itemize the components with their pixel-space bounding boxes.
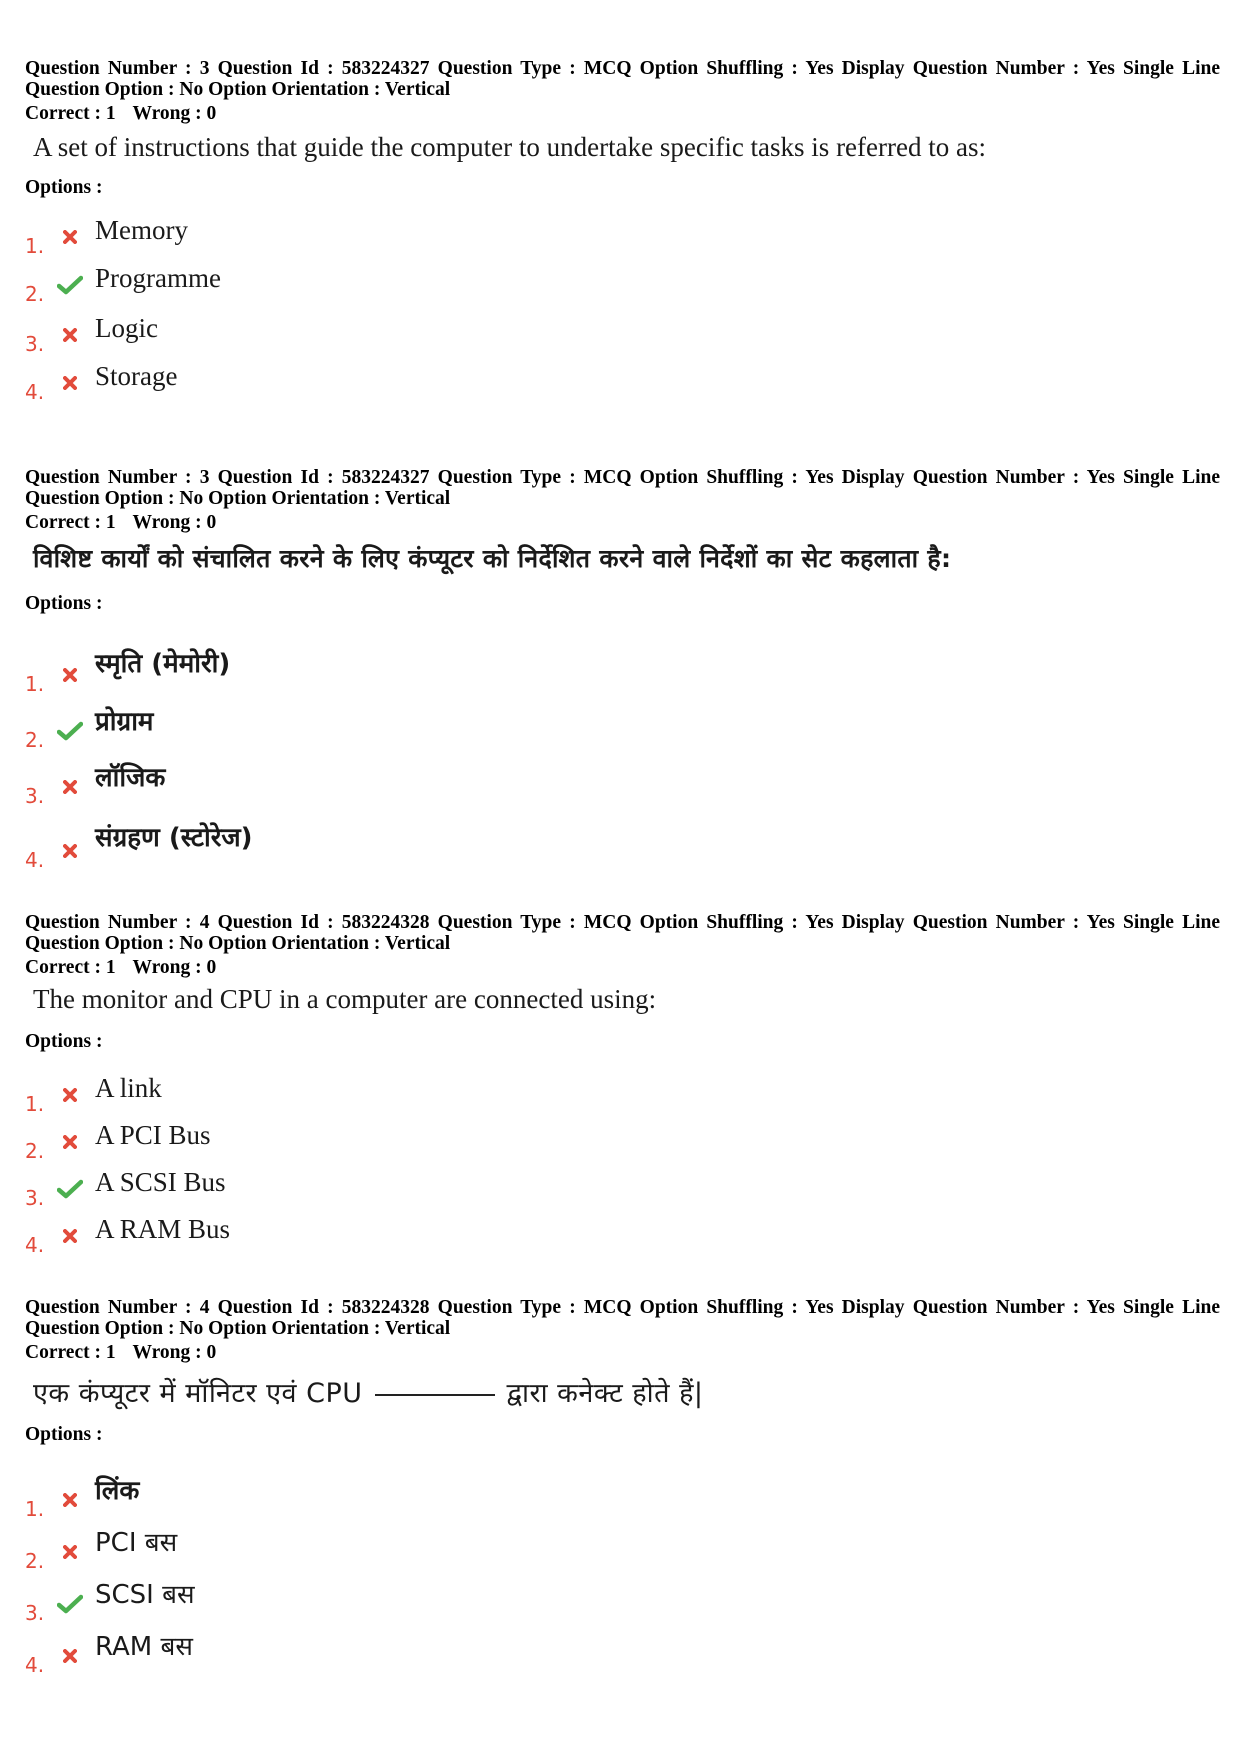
correct-score: Correct : 1 (25, 103, 116, 124)
option-text: RAM बस (95, 1632, 193, 1662)
option-item (25, 1167, 725, 1210)
option-item (25, 1214, 725, 1257)
option-number: 1. (25, 234, 45, 258)
option-text: Programme (95, 263, 221, 293)
correct-score: Correct : 1 (25, 957, 116, 978)
option-item (25, 1579, 725, 1625)
correct-score: Correct : 1 (25, 512, 116, 533)
wrong-score: Wrong : 0 (132, 1342, 217, 1363)
cross-icon (52, 324, 87, 346)
question-block-4 (25, 1297, 1220, 1446)
option-number: 1. (25, 1497, 45, 1521)
check-icon (52, 1593, 87, 1615)
option-number: 1. (25, 1092, 45, 1116)
cross-icon (52, 1084, 87, 1106)
option-item (25, 215, 725, 258)
option-number: 3. (25, 784, 45, 808)
check-icon (52, 720, 87, 742)
option-text: A PCI Bus (95, 1120, 211, 1150)
option-text: Logic (95, 313, 158, 343)
option-item (25, 1120, 725, 1163)
option-text: Storage (95, 361, 178, 391)
option-item (25, 361, 725, 404)
option-text: PCI बस (95, 1528, 178, 1558)
question-text: विशिष्ट कार्यों को संचालित करने के लिए कंप्यूटर को निर्देशित करने वाले निर्देशों का सेट कहलाता है: (33, 544, 952, 573)
option-text: लॉजिक (95, 763, 166, 793)
question-text: The monitor and CPU in a computer are connected using: (33, 984, 657, 1014)
question-block-3 (25, 912, 1220, 1053)
cross-icon (52, 776, 87, 798)
option-text: A link (95, 1073, 162, 1103)
option-number: 3. (25, 1601, 45, 1625)
option-number: 3. (25, 332, 45, 356)
option-item (25, 263, 725, 306)
cross-icon (52, 1541, 87, 1563)
option-item (25, 313, 725, 356)
check-icon (52, 1178, 87, 1200)
option-number: 4. (25, 1233, 45, 1257)
question-meta: Question Number : 4 Question Id : 583224328 Question Type : MCQ Option Shuffling : Yes Display Question Number : Yes Single Line Question Option : No Option Orientation : Vertical (25, 1297, 1220, 1339)
question-block-1 (25, 58, 1220, 199)
option-text: SCSI बस (95, 1580, 195, 1610)
answer-blank (375, 1394, 495, 1396)
cross-icon (52, 1131, 87, 1153)
options-label: Options : (25, 177, 103, 198)
score-line (25, 1342, 1220, 1363)
question-text (33, 1373, 1220, 1410)
option-text: लिंक (95, 1476, 140, 1506)
option-text: स्मृति (मेमोरी) (95, 649, 231, 679)
option-number: 4. (25, 1653, 45, 1677)
score-line (25, 512, 1220, 533)
option-number: 2. (25, 1549, 45, 1573)
option-number: 1. (25, 672, 45, 696)
option-item (25, 1527, 725, 1573)
options-label: Options : (25, 593, 103, 614)
question-text: A set of instructions that guide the computer to undertake specific tasks is referred to as: (33, 132, 986, 162)
cross-icon (52, 1225, 87, 1247)
cross-icon (52, 372, 87, 394)
cross-icon (52, 1645, 87, 1667)
wrong-score: Wrong : 0 (132, 103, 217, 124)
option-item (25, 1073, 725, 1116)
option-text: प्रोग्राम (95, 707, 154, 737)
option-text: संग्रहण (स्टोरेज) (95, 823, 253, 853)
option-item (25, 706, 725, 752)
question-text-after: द्वारा कनेक्ट होते हैं| (506, 1378, 704, 1409)
option-number: 3. (25, 1186, 45, 1210)
option-text: A SCSI Bus (95, 1167, 226, 1197)
option-number: 4. (25, 848, 45, 872)
question-text-before: एक कंप्यूटर में मॉनिटर एवं CPU (33, 1378, 363, 1409)
options-label: Options : (25, 1424, 103, 1445)
options-label: Options : (25, 1031, 103, 1052)
question-meta: Question Number : 4 Question Id : 583224328 Question Type : MCQ Option Shuffling : Yes Display Question Number : Yes Single Line Question Option : No Option Orientation : Vertical (25, 912, 1220, 954)
score-line (25, 103, 1220, 124)
question-meta: Question Number : 3 Question Id : 583224327 Question Type : MCQ Option Shuffling : Yes Display Question Number : Yes Single Line Question Option : No Option Orientation : Vertical (25, 467, 1220, 509)
cross-icon (52, 1489, 87, 1511)
option-item (25, 1475, 725, 1521)
cross-icon (52, 226, 87, 248)
option-number: 2. (25, 282, 45, 306)
option-number: 4. (25, 380, 45, 404)
option-item (25, 823, 725, 872)
question-meta: Question Number : 3 Question Id : 583224327 Question Type : MCQ Option Shuffling : Yes Display Question Number : Yes Single Line Question Option : No Option Orientation : Vertical (25, 58, 1220, 100)
cross-icon (52, 840, 87, 862)
question-block-2 (25, 467, 1220, 615)
correct-score: Correct : 1 (25, 1342, 116, 1363)
option-item (25, 650, 725, 696)
option-number: 2. (25, 1139, 45, 1163)
option-item (25, 762, 725, 808)
option-item (25, 1631, 725, 1677)
option-text: Memory (95, 215, 188, 245)
option-text: A RAM Bus (95, 1214, 231, 1244)
option-number: 2. (25, 728, 45, 752)
cross-icon (52, 664, 87, 686)
wrong-score: Wrong : 0 (132, 957, 217, 978)
check-icon (52, 274, 87, 296)
score-line (25, 957, 1220, 978)
wrong-score: Wrong : 0 (132, 512, 217, 533)
